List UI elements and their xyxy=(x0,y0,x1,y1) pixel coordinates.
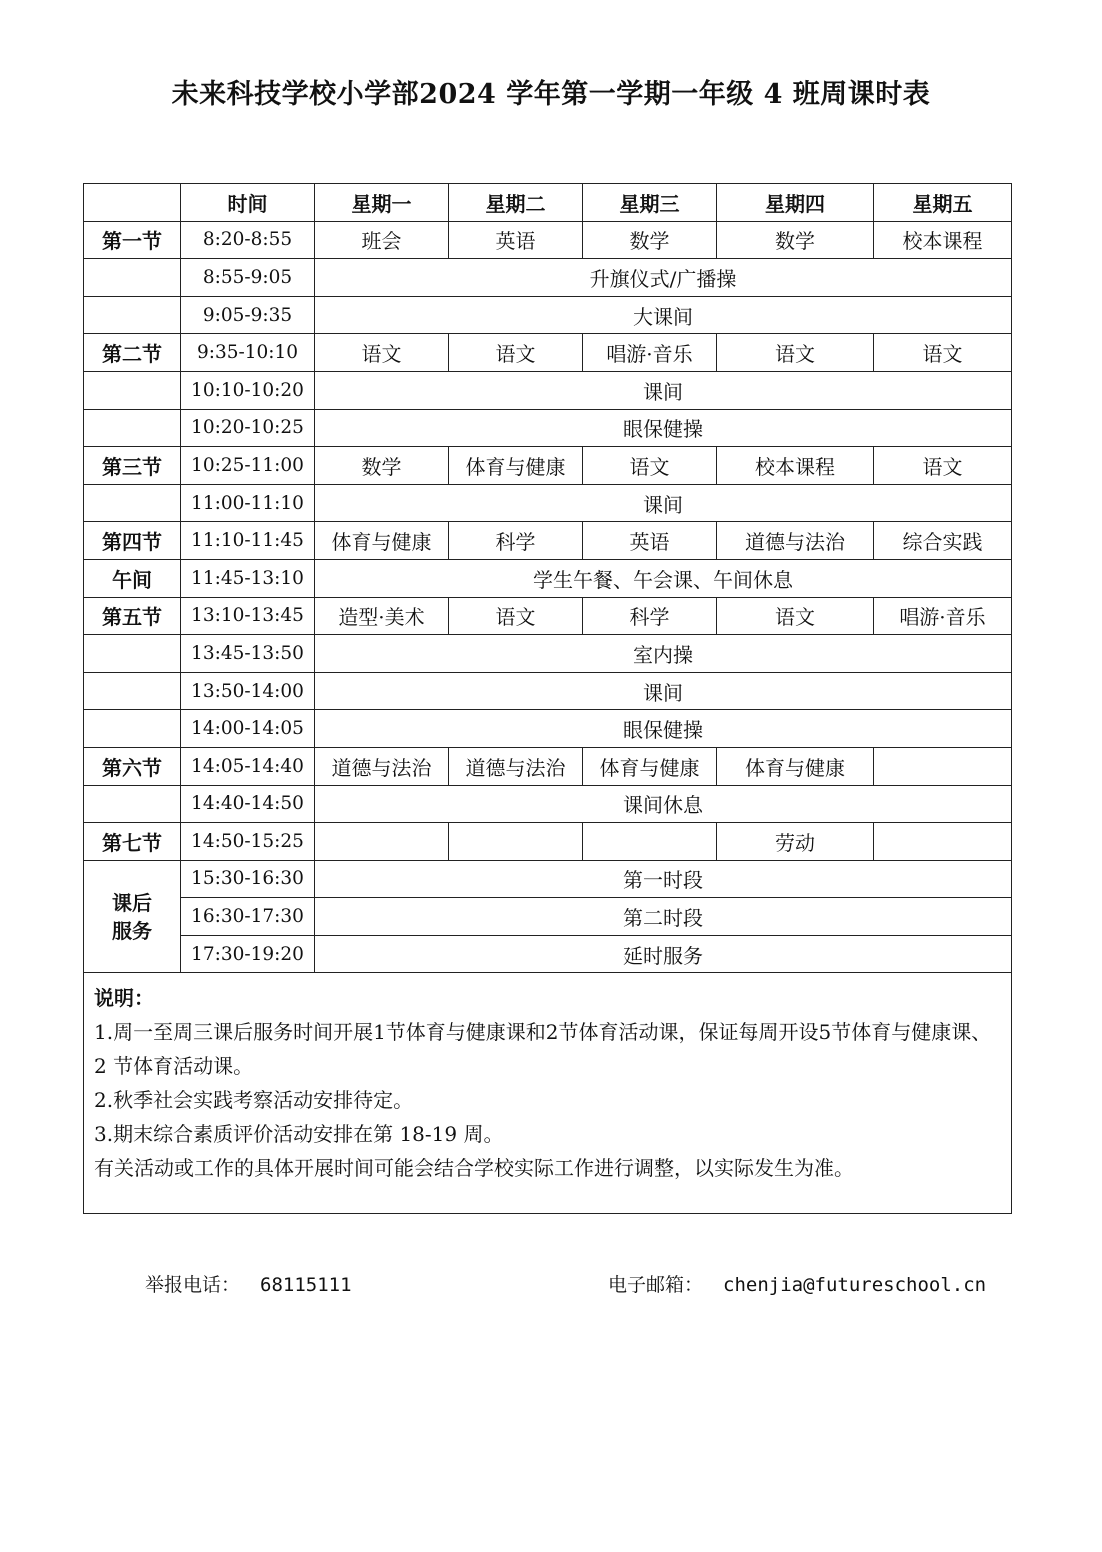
header-cell: 星期一 xyxy=(315,184,449,222)
report-phone xyxy=(145,1270,352,1297)
subject-cell: 语文 xyxy=(583,447,717,485)
table-row xyxy=(84,935,1012,973)
subject-cell: 唱游·音乐 xyxy=(583,334,717,372)
notes-cell xyxy=(84,973,1012,1214)
time-cell: 10:10-10:20 xyxy=(181,371,315,409)
subject-cell: 语文 xyxy=(717,597,874,635)
time-cell: 14:40-14:50 xyxy=(181,785,315,823)
time-cell: 8:20-8:55 xyxy=(181,221,315,259)
period-cell: 第五节 xyxy=(84,597,181,635)
time-cell: 14:00-14:05 xyxy=(181,710,315,748)
time-cell: 9:05-9:35 xyxy=(181,296,315,334)
period-cell xyxy=(84,296,181,334)
subject-cell xyxy=(874,823,1012,861)
note-line: 2.秋季社会实践考察活动安排待定。 xyxy=(94,1088,414,1113)
subject-cell: 体育与健康 xyxy=(583,747,717,785)
subject-cell: 语文 xyxy=(449,334,583,372)
time-cell: 9:35-10:10 xyxy=(181,334,315,372)
activity-cell: 课间休息 xyxy=(315,785,1012,823)
subject-cell: 劳动 xyxy=(717,823,874,861)
subject-cell: 数学 xyxy=(717,221,874,259)
period-cell: 第一节 xyxy=(84,221,181,259)
activity-cell: 课间 xyxy=(315,672,1012,710)
table-row xyxy=(84,860,1012,898)
subject-cell: 体育与健康 xyxy=(315,522,449,560)
time-cell: 13:45-13:50 xyxy=(181,635,315,673)
time-cell: 10:20-10:25 xyxy=(181,409,315,447)
activity-cell: 第一时段 xyxy=(315,860,1012,898)
period-cell xyxy=(84,635,181,673)
activity-cell: 课间 xyxy=(315,371,1012,409)
table-row xyxy=(84,747,1012,785)
header-cell: 星期二 xyxy=(449,184,583,222)
time-cell: 13:50-14:00 xyxy=(181,672,315,710)
subject-cell: 科学 xyxy=(583,597,717,635)
period-cell: 第六节 xyxy=(84,747,181,785)
subject-cell: 体育与健康 xyxy=(449,447,583,485)
notes-heading: 说明： xyxy=(94,986,154,1011)
table-row xyxy=(84,823,1012,861)
table-row xyxy=(84,672,1012,710)
time-cell: 15:30-16:30 xyxy=(181,860,315,898)
time-cell: 11:45-13:10 xyxy=(181,559,315,597)
period-cell xyxy=(84,484,181,522)
page-title: 未来科技学校小学部2024 学年第一学期一年级 4 班周课时表 xyxy=(171,79,931,110)
subject-cell: 语文 xyxy=(874,334,1012,372)
table-row xyxy=(84,221,1012,259)
time-cell: 14:05-14:40 xyxy=(181,747,315,785)
email-label: 电子邮箱： xyxy=(608,1274,704,1296)
subject-cell: 班会 xyxy=(315,221,449,259)
period-cell xyxy=(84,409,181,447)
table-row xyxy=(84,710,1012,748)
subject-cell xyxy=(449,823,583,861)
period-cell xyxy=(84,259,181,297)
notes-row xyxy=(84,973,1012,1214)
period-cell: 第三节 xyxy=(84,447,181,485)
subject-cell: 英语 xyxy=(449,221,583,259)
table-row xyxy=(84,334,1012,372)
header-cell: 星期四 xyxy=(717,184,874,222)
subject-cell: 校本课程 xyxy=(874,221,1012,259)
activity-cell: 课间 xyxy=(315,484,1012,522)
note-line: 1.周一至周三课后服务时间开展1节体育与健康课和2节体育活动课，保证每周开设5节体育与健康课、2 节体育活动课。 xyxy=(94,1020,992,1079)
subject-cell xyxy=(583,823,717,861)
subject-cell: 科学 xyxy=(449,522,583,560)
subject-cell: 唱游·音乐 xyxy=(874,597,1012,635)
subject-cell: 体育与健康 xyxy=(717,747,874,785)
subject-cell xyxy=(874,747,1012,785)
subject-cell: 语文 xyxy=(449,597,583,635)
table-header-row xyxy=(84,184,1012,222)
time-cell: 13:10-13:45 xyxy=(181,597,315,635)
after-school-label: 课后 服务 xyxy=(84,860,181,973)
time-cell: 16:30-17:30 xyxy=(181,898,315,936)
subject-cell: 道德与法治 xyxy=(315,747,449,785)
period-cell: 第七节 xyxy=(84,823,181,861)
header-cell: 星期三 xyxy=(583,184,717,222)
time-cell: 11:00-11:10 xyxy=(181,484,315,522)
table-row xyxy=(84,635,1012,673)
table-row xyxy=(84,898,1012,936)
time-cell: 10:25-11:00 xyxy=(181,447,315,485)
note-line: 有关活动或工作的具体开展时间可能会结合学校实际工作进行调整，以实际发生为准。 xyxy=(94,1156,854,1181)
table-row xyxy=(84,371,1012,409)
table-row xyxy=(84,259,1012,297)
activity-cell: 眼保健操 xyxy=(315,409,1012,447)
contact-email xyxy=(608,1270,986,1297)
period-cell xyxy=(84,371,181,409)
activity-cell: 眼保健操 xyxy=(315,710,1012,748)
subject-cell: 道德与法治 xyxy=(449,747,583,785)
note-line: 3.期末综合素质评价活动安排在第 18-19 周。 xyxy=(94,1122,504,1147)
subject-cell: 造型·美术 xyxy=(315,597,449,635)
time-cell: 11:10-11:45 xyxy=(181,522,315,560)
subject-cell: 综合实践 xyxy=(874,522,1012,560)
activity-cell: 升旗仪式/广播操 xyxy=(315,259,1012,297)
timetable xyxy=(83,183,1012,1214)
activity-cell: 学生午餐、午会课、午间休息 xyxy=(315,559,1012,597)
table-row xyxy=(84,559,1012,597)
period-cell: 第二节 xyxy=(84,334,181,372)
period-cell: 第四节 xyxy=(84,522,181,560)
subject-cell: 数学 xyxy=(583,221,717,259)
subject-cell xyxy=(315,823,449,861)
table-row xyxy=(84,409,1012,447)
phone-label: 举报电话： xyxy=(145,1274,241,1296)
table-row xyxy=(84,522,1012,560)
table-row xyxy=(84,484,1012,522)
subject-cell: 语文 xyxy=(717,334,874,372)
activity-cell: 第二时段 xyxy=(315,898,1012,936)
activity-cell: 延时服务 xyxy=(315,935,1012,973)
table-row xyxy=(84,785,1012,823)
header-cell xyxy=(84,184,181,222)
table-row xyxy=(84,296,1012,334)
time-cell: 8:55-9:05 xyxy=(181,259,315,297)
phone-number: 68115111 xyxy=(260,1274,352,1296)
subject-cell: 语文 xyxy=(315,334,449,372)
activity-cell: 大课间 xyxy=(315,296,1012,334)
time-cell: 17:30-19:20 xyxy=(181,935,315,973)
subject-cell: 语文 xyxy=(874,447,1012,485)
header-cell: 时间 xyxy=(181,184,315,222)
table-row xyxy=(84,447,1012,485)
period-cell xyxy=(84,785,181,823)
subject-cell: 道德与法治 xyxy=(717,522,874,560)
table-row xyxy=(84,597,1012,635)
header-cell: 星期五 xyxy=(874,184,1012,222)
period-cell xyxy=(84,710,181,748)
period-cell xyxy=(84,672,181,710)
subject-cell: 英语 xyxy=(583,522,717,560)
subject-cell: 校本课程 xyxy=(717,447,874,485)
period-cell: 午间 xyxy=(84,559,181,597)
activity-cell: 室内操 xyxy=(315,635,1012,673)
time-cell: 14:50-15:25 xyxy=(181,823,315,861)
subject-cell: 数学 xyxy=(315,447,449,485)
email-address: chenjia@futureschool.cn xyxy=(723,1274,987,1296)
